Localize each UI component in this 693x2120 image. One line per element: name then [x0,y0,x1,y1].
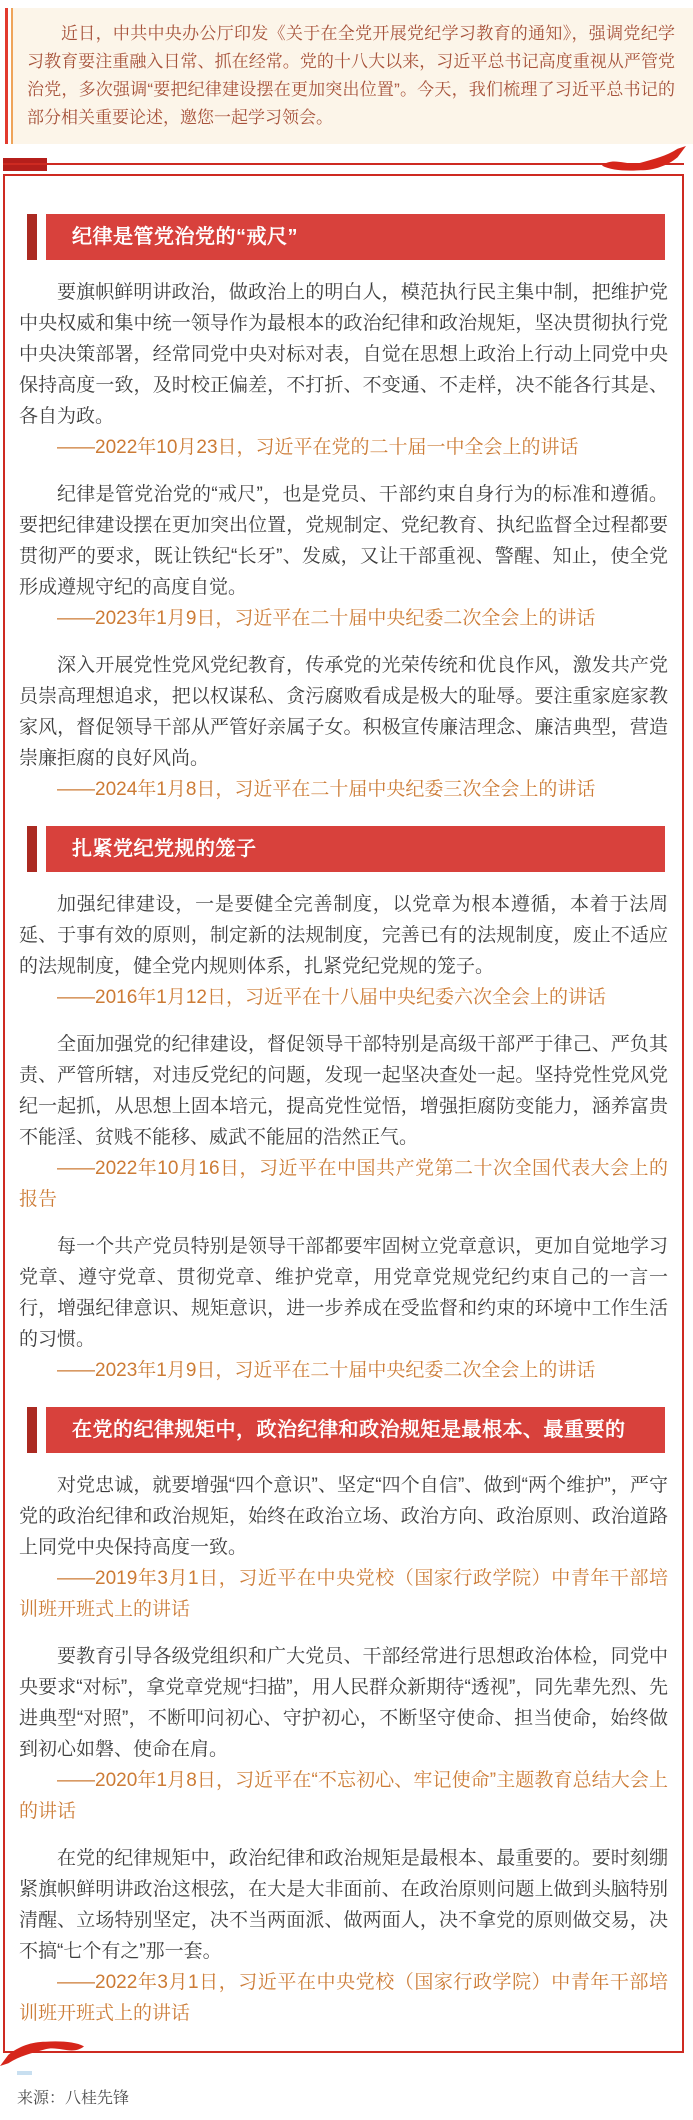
quote-text: 每一个共产党员特别是领导干部都要牢固树立党章意识，更加自觉地学习党章、遵守党章、贯彻党章、维护党章，用党章党规党纪约束自己的一言一行，增强纪律意识、规矩意识，进一步养成在受监督和约束的环境中工作生活的习惯。 [19,1236,668,1350]
quote-attribution: ——2022年10月16日，习近平在中国共产党第二十次全国代表大会上的报告 [19,1158,668,1210]
quote-block [14,1470,668,1625]
quote-block [14,277,668,463]
footer-divider [17,2071,32,2075]
quote-block [14,889,668,1013]
quote-text: 对党忠诚，就要增强“四个意识”、坚定“四个自信”、做到“两个维护”，严守党的政治纪律和政治规矩，始终在政治立场、政治方向、政治原则、政治道路上同党中央保持高度一致。 [19,1475,668,1558]
quote-text: 在党的纪律规矩中，政治纪律和政治规矩是最根本、最重要的。要时刻绷紧旗帜鲜明讲政治这根弦，在大是大非面前、在政治原则问题上做到头脑特别清醒、立场特别坚定，决不当两面派、做两面人，决不拿党的原则做交易，决不搞“七个有之”那一套。 [19,1848,668,1962]
quote-block [14,1843,668,2029]
quote-attribution: ——2023年1月9日，习近平在二十届中央纪委二次全会上的讲话 [57,608,596,629]
quote-block [14,1029,668,1215]
ribbon-icon [0,2038,84,2066]
quote-attribution: ——2022年3月1日，习近平在中央党校（国家行政学院）中青年干部培训班开班式上的讲话 [19,1972,668,2024]
section-banner [46,214,665,260]
section-tighten-cage [14,826,668,1386]
quote-attribution: ——2020年1月8日，习近平在“不忘初心、牢记使命”主题教育总结大会上的讲话 [19,1770,668,1822]
quote-block [14,479,668,634]
quote-attribution: ——2022年10月23日，习近平在党的二十届一中全会上的讲话 [57,437,579,458]
section-title: 扎紧党纪党规的笼子 [72,838,257,860]
source-text: 来源：八桂先锋 [17,2090,130,2107]
quote-attribution: ——2023年1月9日，习近平在二十届中央纪委二次全会上的讲话 [57,1360,596,1381]
quote-block [14,1641,668,1827]
quote-text: 要教育引导各级党组织和广大党员、干部经常进行思想政治体检，同党中央要求“对标”，拿党章党规“扫描”，用人民群众新期待“透视”，同先辈先烈、先进典型“对照”，不断叩问初心、守护初心，不断坚守使命、担当使命，始终做到初心如磐、使命在肩。 [19,1646,668,1760]
quote-text: 加强纪律建设，一是要健全完善制度，以党章为根本遵循，本着于法周延、于事有效的原则，制定新的法规制度，完善已有的法规制度，废止不适应的法规制度，健全党内规则体系，扎紧党纪党规的笼子。 [19,894,668,977]
intro-text: 近日，中共中央办公厅印发《关于在全党开展党纪学习教育的通知》，强调党纪学习教育要注重融入日常、抓在经常。党的十八大以来，习近平总书记高度重视从严管党治党，多次强调“要把纪律建设摆在更加突出位置”。今天，我们梳理了习近平总书记的部分相关重要论述，邀您一起学习领会。 [27,24,675,127]
content-panel [3,174,684,2053]
quote-attribution: ——2016年1月12日，习近平在十八届中央纪委六次全会上的讲话 [57,987,606,1008]
quote-text: 深入开展党性党风党纪教育，传承党的光荣传统和优良作风，激发共产党员崇高理想追求，把以权谋私、贪污腐败看成是极大的耻辱。要注重家庭家教家风，督促领导干部从严管好亲属子女。积极宣传廉洁理念、廉洁典型，营造崇廉拒腐的良好风尚。 [19,655,668,769]
quote-attribution: ——2019年3月1日，习近平在中央党校（国家行政学院）中青年干部培训班开班式上的讲话 [19,1568,668,1620]
intro-box-inner [11,8,693,144]
quote-block [14,1231,668,1386]
quote-block [14,650,668,805]
quote-attribution: ——2024年1月8日，习近平在二十届中央纪委三次全会上的讲话 [57,779,596,800]
section-discipline-ruler [14,214,668,805]
ribbon-icon [602,146,686,174]
section-divider [3,156,693,172]
article-page [0,8,693,2110]
quote-text: 纪律是管党治党的“戒尺”，也是党员、干部约束自身行为的标准和遵循。要把纪律建设摆在更加突出位置，党规制定、党纪教育、执纪监督全过程都要贯彻严的要求，既让铁纪“长牙”、发威，又让干部重视、警醒、知止，使全党形成遵规守纪的高度自觉。 [19,484,668,598]
quote-text: 要旗帜鲜明讲政治，做政治上的明白人，模范执行民主集中制，把维护党中央权威和集中统一领导作为最根本的政治纪律和政治规矩，坚决贯彻执行党中央决策部署，经常同党中央对标对表，自觉在思想上政治上行动上同党中央保持高度一致，及时校正偏差，不打折、不变通、不走样，决不能各行其是、各自为政。 [19,282,668,427]
section-banner [46,1407,665,1453]
section-banner [46,826,665,872]
section-title: 在党的纪律规矩中，政治纪律和政治规矩是最根本、最重要的 [72,1419,626,1441]
intro-box [5,8,693,144]
quote-text: 全面加强党的纪律建设，督促领导干部特别是高级干部严于律己、严负其责、严管所辖，对违反党纪的问题，发现一起坚决查处一起。坚持党性党风党纪一起抓，从思想上固本培元，提高党性觉悟，增强拒腐防变能力，涵养富贵不能淫、贫贱不能移、威武不能屈的浩然正气。 [19,1034,668,1148]
section-title: 纪律是管党治党的“戒尺” [72,226,298,248]
divider-line [3,163,684,165]
section-political-discipline [14,1407,668,2029]
